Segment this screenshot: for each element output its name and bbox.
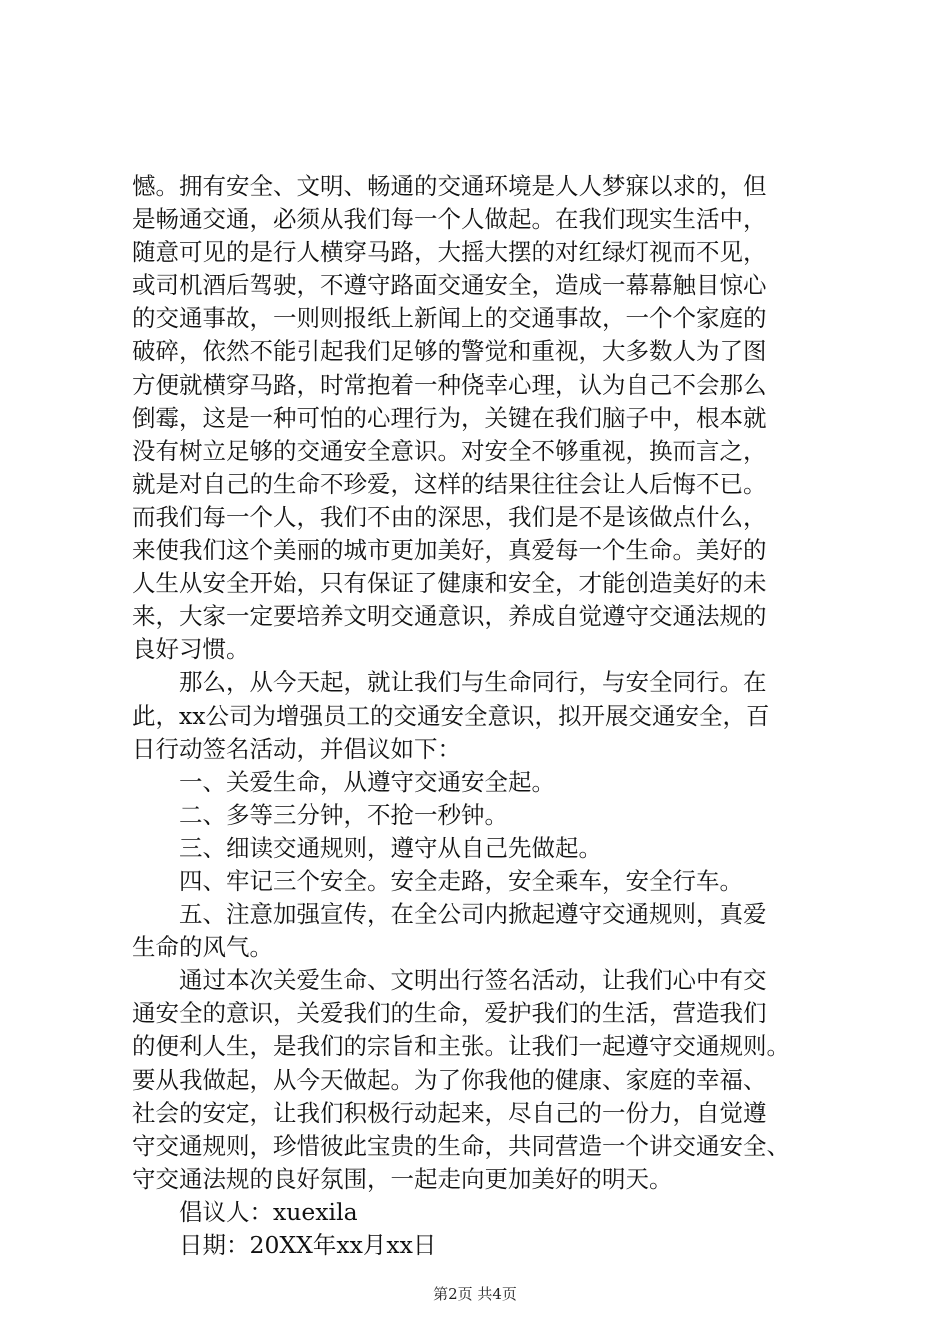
page-footer: 第2页 共4页	[433, 1285, 517, 1303]
text-line: 日期：20XX年xx月xx日	[179, 1231, 437, 1259]
text-line: 倡议人：xuexila	[179, 1197, 358, 1226]
text-line: 通过本次关爱生命、文明出行签名活动，让我们心中有交	[179, 966, 767, 995]
document-body	[132, 170, 832, 1262]
text-line: 三、细读交通规则，遵守从自己先做起。	[179, 833, 602, 862]
text-line: 那么，从今天起，就让我们与生命同行，与安全同行。在	[179, 668, 767, 697]
text-line: 或司机酒后驾驶，不遵守路面交通安全，造成一幕幕触目惊心	[132, 271, 767, 300]
text-line: 方便就横穿马路，时常抱着一种侥幸心理，认为自己不会那么	[132, 370, 767, 399]
text-line: 社会的安定，让我们积极行动起来，尽自己的一份力，自觉遵	[132, 1098, 767, 1127]
text-line: 良好习惯。	[132, 635, 250, 664]
text-line: 守交通法规的良好氛围，一起走向更加美好的明天。	[132, 1164, 673, 1193]
text-line: 通安全的意识，关爱我们的生命，爱护我们的生活，营造我们	[132, 999, 767, 1028]
text-line: 五、注意加强宣传，在全公司内掀起遵守交通规则，真爱	[179, 900, 767, 929]
text-line: 就是对自己的生命不珍爱，这样的结果往往会让人后悔不已。	[132, 469, 767, 498]
text-line: 破碎，依然不能引起我们足够的警觉和重视，大多数人为了图	[132, 337, 767, 366]
text-line: 二、多等三分钟，不抢一秒钟。	[179, 800, 508, 829]
text-line: 守交通规则，珍惜彼此宝贵的生命，共同营造一个讲交通安全、	[132, 1131, 790, 1160]
text-line: 一、关爱生命，从遵守交通安全起。	[179, 767, 555, 796]
text-line: 来使我们这个美丽的城市更加美好，真爱每一个生命。美好的	[132, 536, 767, 565]
text-line: 要从我做起，从今天做起。为了你我他的健康、家庭的幸福、	[132, 1065, 767, 1094]
text-line: 倒霉，这是一种可怕的心理行为，关键在我们脑子中，根本就	[132, 403, 767, 432]
text-line: 的交通事故，一则则报纸上新闻上的交通事故，一个个家庭的	[132, 304, 767, 333]
text-line: 人生从安全开始，只有保证了健康和安全，才能创造美好的未	[132, 569, 767, 598]
text-line: 没有树立足够的交通安全意识。对安全不够重视，换而言之，	[132, 436, 767, 465]
text-line: 生命的风气。	[132, 933, 273, 962]
text-line: 憾。拥有安全、文明、畅通的交通环境是人人梦寐以求的，但	[132, 172, 767, 200]
text-line: 日行动签名活动，并倡议如下：	[132, 734, 461, 763]
text-line: 而我们每一个人，我们不由的深思，我们是不是该做点什么，	[132, 502, 767, 531]
text-line: 此，xx公司为增强员工的交通安全意识，拟开展交通安全，百	[132, 701, 770, 730]
text-line: 的便利人生，是我们的宗旨和主张。让我们一起遵守交通规则。	[132, 1032, 790, 1061]
text-line: 四、牢记三个安全。安全走路，安全乘车，安全行车。	[179, 866, 743, 895]
text-line: 是畅通交通，必须从我们每一个人做起。在我们现实生活中，	[132, 205, 767, 234]
text-line: 随意可见的是行人横穿马路，大摇大摆的对红绿灯视而不见，	[132, 238, 767, 267]
text-line: 来，大家一定要培养文明交通意识，养成自觉遵守交通法规的	[132, 602, 767, 631]
